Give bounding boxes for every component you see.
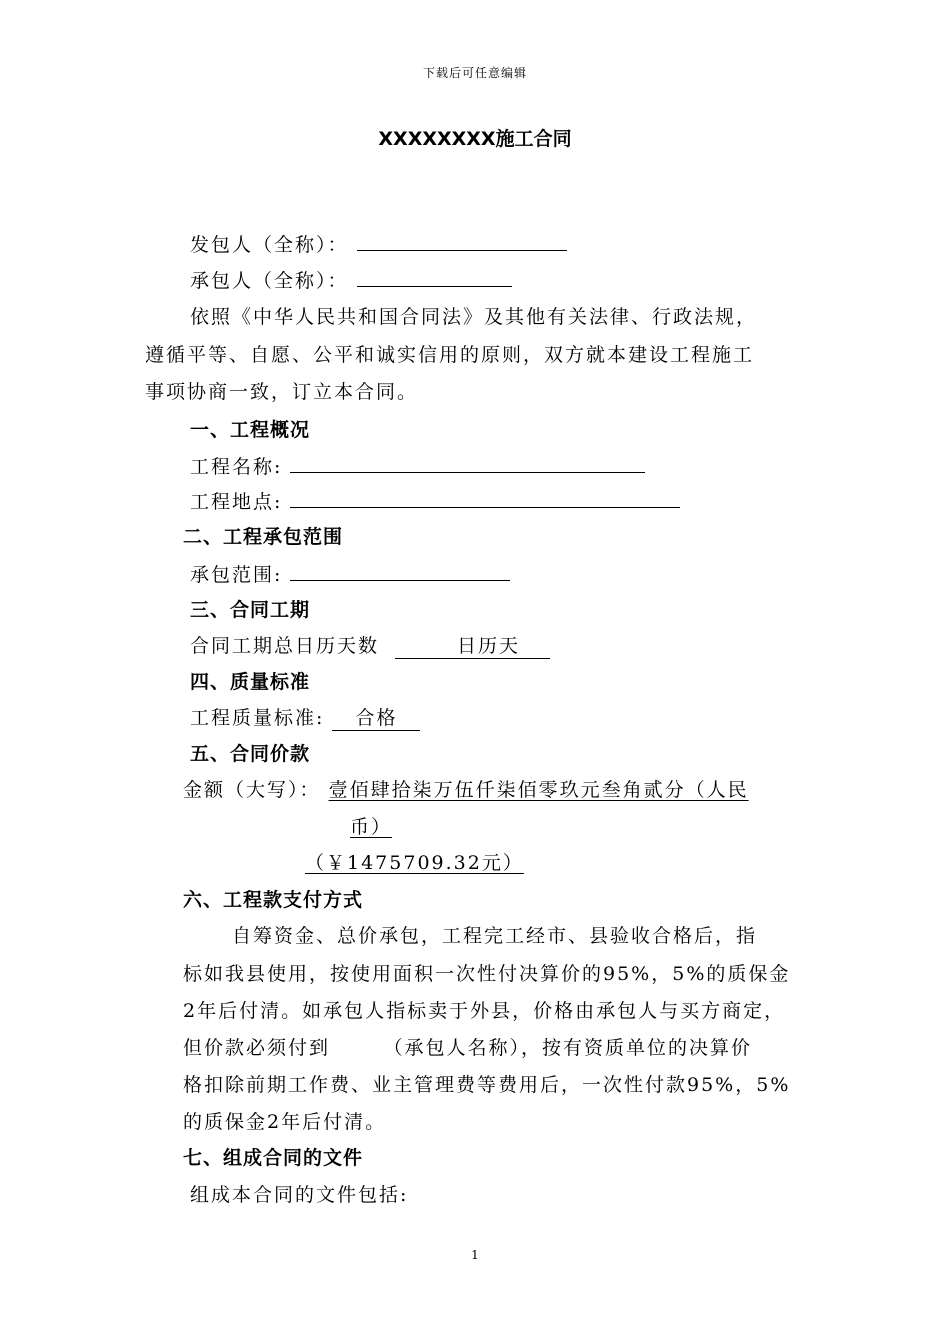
- section-4-heading: 四、质量标准: [190, 671, 311, 693]
- section-2-heading: 二、工程承包范围: [183, 526, 344, 548]
- payment-line-5: 格扣除前期工作费、业主管理费等费用后，一次性付款95%，5%: [183, 1074, 791, 1096]
- page-number: 1: [471, 1248, 479, 1262]
- quality-value: 合格: [332, 706, 420, 731]
- quality-row: [190, 704, 420, 732]
- amount-numeric-row: [305, 849, 524, 877]
- project-location-row: [190, 487, 680, 516]
- payment-line-1: 自筹资金、总价承包，工程完工经市、县验收合格后，指: [232, 925, 758, 947]
- party-a-row: [190, 230, 567, 259]
- scope-row: [190, 560, 510, 589]
- documents-intro: 组成本合同的文件包括:: [190, 1184, 409, 1206]
- page-header: 下载后可任意编辑: [422, 66, 527, 80]
- document-title: XXXXXXXX施工合同: [378, 128, 572, 150]
- payment-line-3: 2年后付清。如承包人指标卖于外县，价格由承包人与买方商定，: [183, 1000, 786, 1022]
- project-name-label: 工程名称:: [190, 456, 283, 478]
- duration-unit: 日历天: [457, 635, 521, 657]
- section-7-heading: 七、组成合同的文件: [183, 1147, 364, 1169]
- amount-row: [183, 776, 749, 804]
- amount-words-line-2: 币）: [350, 816, 393, 838]
- payment-line-4: 但价款必须付到 （承包人名称），按有资质单位的决算价: [183, 1037, 753, 1059]
- scope-label: 承包范围:: [190, 564, 283, 586]
- scope-blank[interactable]: [290, 560, 510, 581]
- duration-row: [190, 632, 550, 660]
- amount-numeric: （￥1475709.32元）: [305, 852, 524, 874]
- project-name-blank[interactable]: [290, 452, 645, 473]
- party-a-blank[interactable]: [357, 230, 567, 251]
- amount-words-line-1: 壹佰肆拾柒万伍仟柒佰零玖元叁角贰分（人民: [328, 779, 749, 801]
- project-location-blank[interactable]: [290, 487, 680, 508]
- project-location-label: 工程地点:: [190, 491, 283, 513]
- amount-words-line-2-row: [350, 813, 392, 841]
- party-a-label: 发包人（全称）：: [190, 234, 349, 256]
- section-3-heading: 三、合同工期: [190, 599, 311, 621]
- section-1-heading: 一、工程概况: [190, 419, 311, 441]
- project-name-row: [190, 452, 645, 481]
- preamble-line-2: 遵循平等、自愿、公平和诚实信用的原则，双方就本建设工程施工: [145, 344, 755, 366]
- party-b-blank[interactable]: [357, 266, 512, 287]
- party-b-label: 承包人（全称）：: [190, 270, 349, 292]
- section-5-heading: 五、合同价款: [190, 743, 311, 765]
- duration-label: 合同工期总日历天数: [190, 635, 380, 657]
- duration-blank[interactable]: [395, 634, 550, 659]
- section-6-heading: 六、工程款支付方式: [183, 889, 364, 911]
- amount-label: 金额（大写）：: [183, 779, 321, 801]
- quality-label: 工程质量标准:: [190, 707, 325, 729]
- preamble-line-3: 事项协商一致，订立本合同。: [145, 381, 419, 403]
- party-b-row: [190, 266, 512, 295]
- preamble-line-1: 依照《中华人民共和国合同法》及其他有关法律、行政法规，: [190, 306, 758, 328]
- payment-line-2: 标如我县使用，按使用面积一次性付决算价的95%，5%的质保金: [183, 963, 791, 985]
- payment-line-6: 的质保金2年后付清。: [183, 1111, 387, 1133]
